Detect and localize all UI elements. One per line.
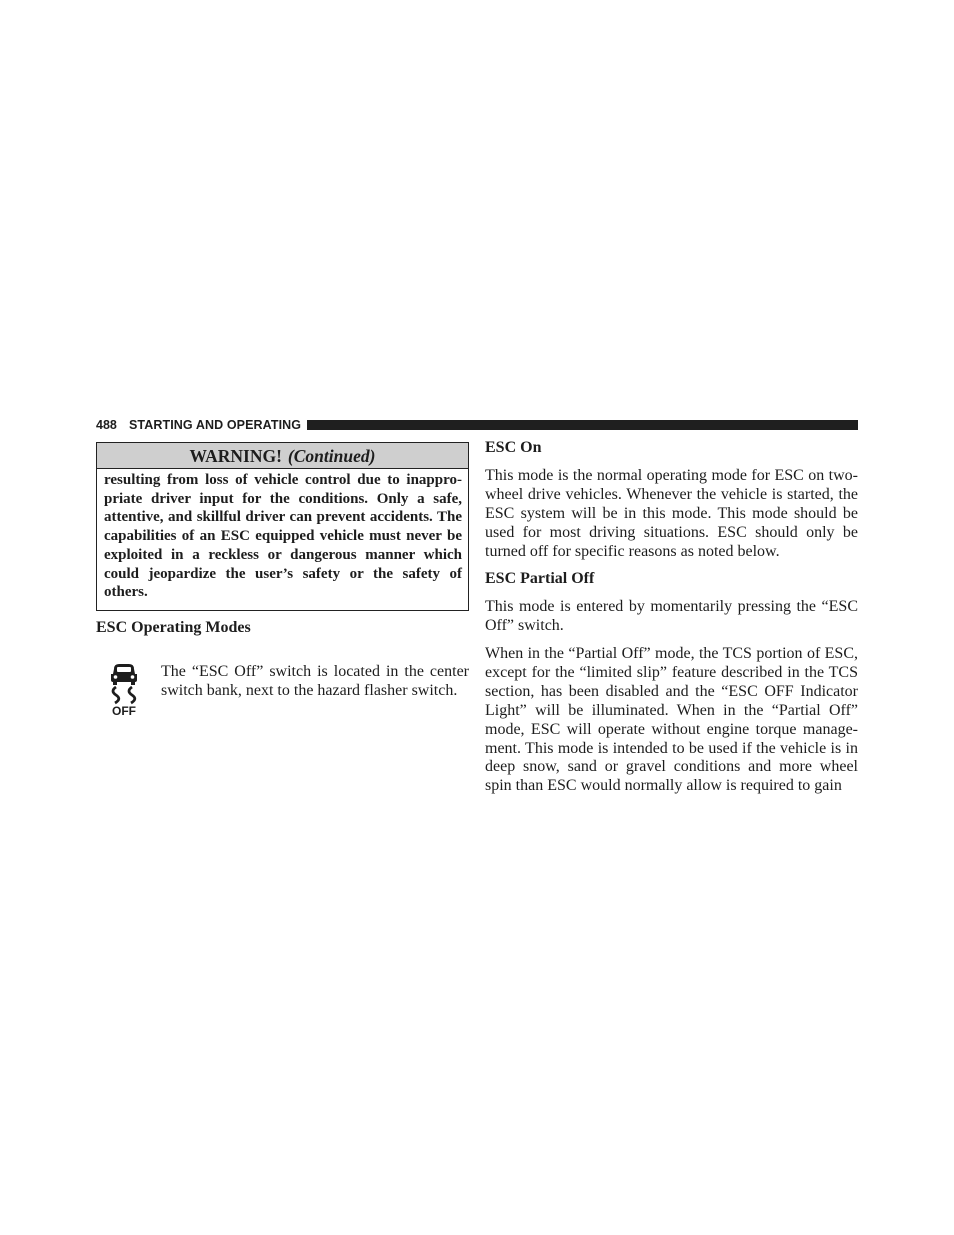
esc-switch-location-text: The “ESC Off” switch is located in the center switch bank, next to the hazard flasher switch. [161, 663, 469, 699]
page-number: 488 [96, 418, 117, 432]
esc-partial-off-text-2: When in the “Partial Off” mode, the TCS portion of ESC, except for the “limited slip” feature described in the TCS section, has been disabled and the “ESC OFF Indicator Light” will be illuminated. When in the “Partial Off” mode, ESC will operate without engine torque manage-ment. This mode is intended to be used if the vehicle is in deep snow, sand or gravel conditions and more wheel spin than ESC would normally allow is required to gain [485, 645, 858, 795]
esc-operating-modes-heading: ESC Operating Modes [96, 619, 251, 636]
esc-off-icon [96, 660, 152, 718]
warning-header [97, 443, 468, 469]
section-title: STARTING AND OPERATING [129, 418, 302, 432]
warning-body: resulting from loss of vehicle control due to inappro-priate driver input for the conditions. Only a safe, attentive, and skillful driver can prevent accidents. The capabilities of an ESC equipped vehicle must never be exploited in a reckless or dangerous manner which could jeopardize the user’s safety or the safety of others. [104, 472, 462, 601]
esc-partial-off-text-1: This mode is entered by momentarily pressing the “ESC Off” switch. [485, 598, 858, 634]
page-header [96, 417, 858, 433]
warning-title: WARNING! [189, 446, 282, 466]
esc-on-heading: ESC On [485, 439, 542, 456]
esc-off-icon-label: OFF [112, 704, 136, 718]
warning-continued: (Continued) [287, 446, 376, 466]
esc-partial-off-heading: ESC Partial Off [485, 570, 595, 587]
warning-box [96, 442, 469, 611]
header-rule [307, 420, 858, 430]
esc-on-text: This mode is the normal operating mode for ESC on two-wheel drive vehicles. Whenever the vehicle is started, the ESC system will be in this mode. This mode should be used for most driving situations. ESC should only be turned off for specific reasons as noted below. [485, 467, 858, 560]
